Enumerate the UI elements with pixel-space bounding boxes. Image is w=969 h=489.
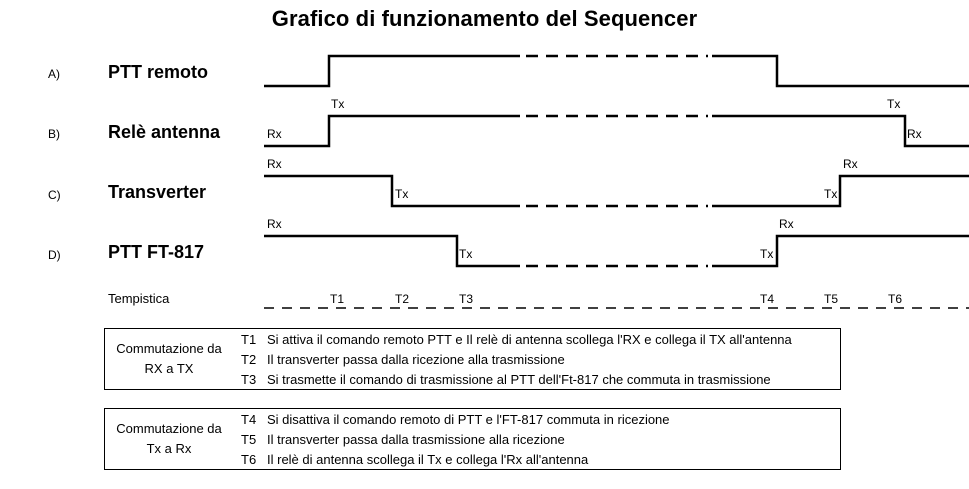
- marker-t6: T6: [888, 292, 903, 306]
- antenna-relay-waveform: [264, 116, 520, 146]
- diagram-title: Grafico di funzionamento del Sequencer: [271, 6, 698, 31]
- box-2-code-t5: T5: [241, 432, 257, 447]
- marker-t4: T4: [760, 292, 775, 306]
- label-c-rx-2: Rx: [843, 157, 858, 171]
- row-b-letter: B): [48, 127, 60, 141]
- ptt-remote-waveform: [264, 56, 520, 86]
- legend-box-tx-to-rx: [104, 408, 841, 470]
- label-b-rx-1: Rx: [267, 127, 282, 141]
- box-2-desc-t5: Il transverter passa dalla trasmissione alla ricezione: [267, 432, 565, 447]
- transverter-waveform: [264, 176, 520, 206]
- box-1-code-t2: T2: [241, 352, 257, 367]
- box-2-head-line2: Tx a Rx: [146, 441, 192, 456]
- label-d-rx-2: Rx: [779, 217, 794, 231]
- marker-t2: T2: [395, 292, 410, 306]
- box-2-code-t6: T6: [241, 452, 257, 467]
- antenna-relay-waveform-end: [712, 116, 969, 146]
- label-b-tx-2: Tx: [887, 97, 901, 111]
- ptt-ft817-waveform: [264, 236, 520, 266]
- marker-t1: T1: [330, 292, 345, 306]
- label-d-rx-1: Rx: [267, 217, 282, 231]
- label-b-tx-1: Tx: [331, 97, 345, 111]
- box-2-head-line1: Commutazione da: [116, 421, 222, 436]
- box-1-head-line1: Commutazione da: [116, 341, 222, 356]
- box-1-code-t3: T3: [241, 372, 257, 387]
- box-1-desc-t1: Si attiva il comando remoto PTT e Il relè di antenna scollega l'RX e collega il TX all'antenna: [267, 332, 792, 347]
- label-c-tx-1: Tx: [395, 187, 409, 201]
- row-c-letter: C): [48, 188, 61, 202]
- row-b-name: Relè antenna: [108, 122, 221, 142]
- label-d-tx-2: Tx: [760, 247, 774, 261]
- box-1-head-line2: RX a TX: [144, 361, 194, 376]
- row-d-letter: D): [48, 248, 61, 262]
- legend-box-rx-to-tx: [104, 328, 841, 390]
- row-a-name: PTT remoto: [108, 62, 209, 82]
- row-a-letter: A): [48, 67, 60, 81]
- marker-t3: T3: [459, 292, 474, 306]
- box-1-code-t1: T1: [241, 332, 257, 347]
- marker-t5: T5: [824, 292, 839, 306]
- label-c-tx-2: Tx: [824, 187, 838, 201]
- timing-label: Tempistica: [108, 291, 170, 306]
- box-1-desc-t2: Il transverter passa dalla ricezione alla trasmissione: [267, 352, 565, 367]
- row-c-name: Transverter: [108, 182, 207, 202]
- box-2-code-t4: T4: [241, 412, 257, 427]
- label-d-tx-1: Tx: [459, 247, 473, 261]
- transverter-waveform-end: [712, 176, 969, 206]
- label-c-rx-1: Rx: [267, 157, 282, 171]
- ptt-remote-waveform-end: [712, 56, 969, 86]
- ptt-ft817-waveform-end: [712, 236, 969, 266]
- box-2-desc-t4: Si disattiva il comando remoto di PTT e l'FT-817 commuta in ricezione: [267, 412, 670, 427]
- row-d-name: PTT FT-817: [108, 242, 205, 262]
- label-b-rx-2: Rx: [907, 127, 922, 141]
- box-1-desc-t3: Si trasmette il comando di trasmissione al PTT dell'Ft-817 che commuta in trasmissione: [267, 372, 771, 387]
- box-2-desc-t6: Il relè di antenna scollega il Tx e collega l'Rx all'antenna: [267, 452, 589, 467]
